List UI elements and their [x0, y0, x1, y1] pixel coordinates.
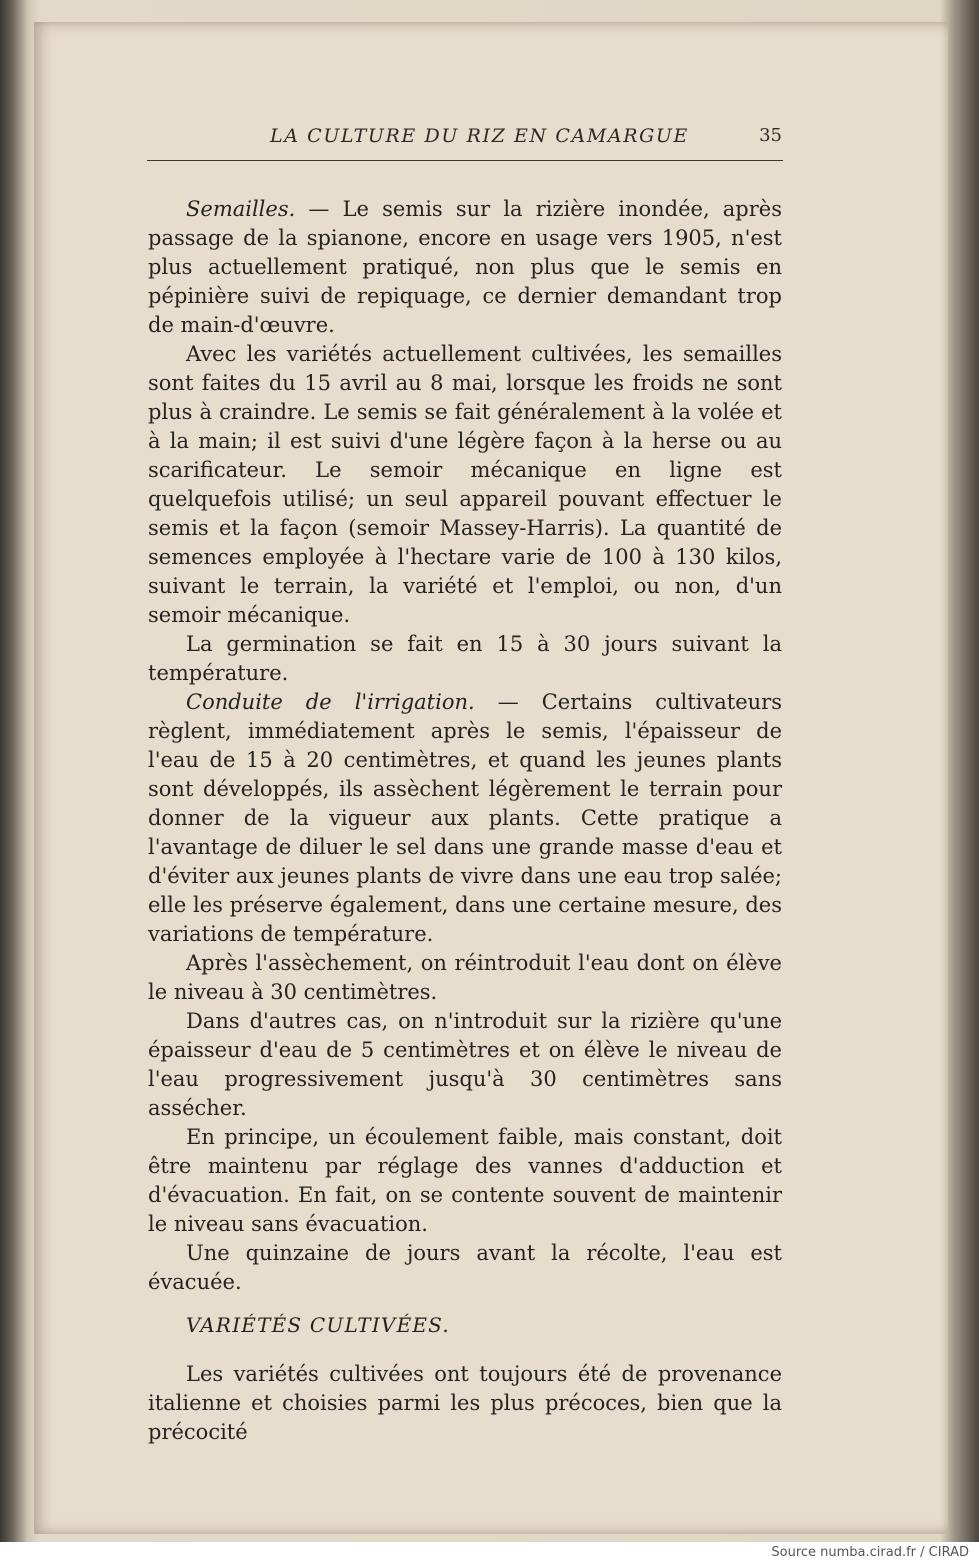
paragraph: Dans d'autres cas, on n'introduit sur la rizière qu'une épaisseur d'eau de 5 centimètres et on élève le niveau de l'eau progressivement jusqu'à 30 centimètres sans assécher.	[148, 1009, 782, 1120]
paragraph: En principe, un écoulement faible, mais constant, doit être maintenu par réglage des vannes d'adduction et d'évacuation. En fait, on se contente souvent de maintenir le niveau sans évacuation.	[148, 1125, 782, 1236]
running-title: LA CULTURE DU RIZ EN CAMARGUE	[270, 125, 689, 147]
paragraph-irrigation	[148, 688, 782, 949]
paragraph-lead: Semailles.	[186, 197, 296, 221]
paragraph-semailles	[148, 195, 782, 340]
source-credit: Source numba.cirad.fr / CIRAD	[771, 1545, 969, 1560]
paragraph: Après l'assèchement, on réintroduit l'eau dont on élève le niveau à 30 centimètres.	[148, 951, 782, 1004]
paragraph-lead: Conduite de l'irrigation.	[186, 690, 475, 714]
body-text	[148, 195, 782, 1447]
paragraph: Les variétés cultivées ont toujours été de provenance italienne et choisies parmi les plus précoces, bien que la précocité	[148, 1362, 782, 1444]
paragraph: La germination se fait en 15 à 30 jours suivant la température.	[148, 632, 782, 685]
paragraph: Avec les variétés actuellement cultivées, les semailles sont faites du 15 avril au 8 mai, lorsque les froids ne sont plus à craindre. Le semis se fait généralement à la volée et à la main; il est suivi d'une légère façon à la herse ou au scarificateur. Le semoir mécanique en ligne est quelquefois utilisé; un seul appareil pouvant effectuer le semis et la façon (semoir Massey-Harris). La quantité de semences employée à l'hectare varie de 100 à 130 kilos, suivant le terrain, la variété et l'emploi, ou non, d'un semoir mécanique.	[148, 342, 782, 627]
running-header	[150, 125, 784, 153]
page-number: 35	[759, 125, 782, 146]
header-rule	[147, 160, 783, 161]
paragraph: Une quinzaine de jours avant la récolte, l'eau est évacuée.	[148, 1241, 782, 1294]
paragraph-text: — Certains cultivateurs règlent, immédiatement après le semis, l'épaisseur de l'eau de 15 à 20 centimètres, et quand les jeunes plants sont développés, ils assèchent légèrement le terrain pour donner de la vigueur aux plants. Cette pratique a l'avantage de diluer le sel dans une grande masse d'eau et d'éviter aux jeunes plants de vivre dans une eau trop salée; elle les préserve également, dans une certaine mesure, des variations de température.	[148, 690, 782, 946]
paragraph-text: — Le semis sur la rizière inondée, après passage de la spianone, encore en usage vers 1905, n'est plus actuellement pratiqué, non plus que le semis en pépinière suivi de repiquage, ce dernier demandant trop de main-d'œuvre.	[148, 197, 782, 337]
section-heading: VARIÉTÉS CULTIVÉES.	[186, 1313, 450, 1337]
